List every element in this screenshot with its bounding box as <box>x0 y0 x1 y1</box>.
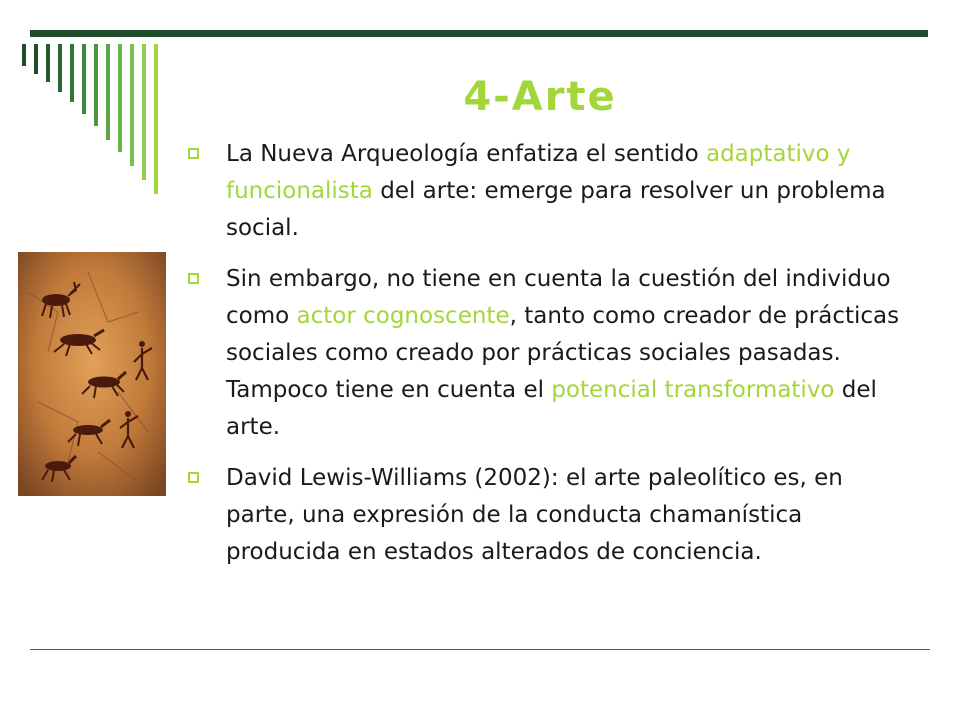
bullet-highlight: potencial transformativo <box>551 377 835 403</box>
bullet-highlight: actor cognoscente <box>296 303 510 329</box>
bullet-item <box>186 460 906 571</box>
square-bullet-icon <box>188 273 199 284</box>
bullet-text: del arte. <box>226 377 877 440</box>
bullet-item <box>186 261 906 446</box>
bullet-text: , tanto como creador de prácticas sociales como creado por prácticas sociales pasadas. Tampoco tiene en cuenta el <box>226 303 900 403</box>
bullet-text: del arte: emerge para resolver un problema social. <box>226 178 886 241</box>
bullet-highlight: adaptativo y funcionalista <box>226 141 851 204</box>
top-rule <box>30 30 928 37</box>
bullet-text: Sin embargo, no tiene en cuenta la cuestión del individuo como <box>226 266 891 329</box>
bottom-rule <box>30 649 930 650</box>
bullet-list <box>186 136 906 585</box>
decorative-stripes <box>22 44 162 194</box>
bullet-text: David Lewis-Williams (2002): el arte paleolítico es, en parte, una expresión de la conducta chamanística producida en estados alterados de conciencia. <box>226 465 843 565</box>
square-bullet-icon <box>188 148 199 159</box>
slide-title: 4-Arte <box>463 74 617 120</box>
cave-painting-image <box>18 252 166 496</box>
square-bullet-icon <box>188 472 199 483</box>
bullet-item <box>186 136 906 247</box>
bullet-text: La Nueva Arqueología enfatiza el sentido <box>226 141 706 167</box>
